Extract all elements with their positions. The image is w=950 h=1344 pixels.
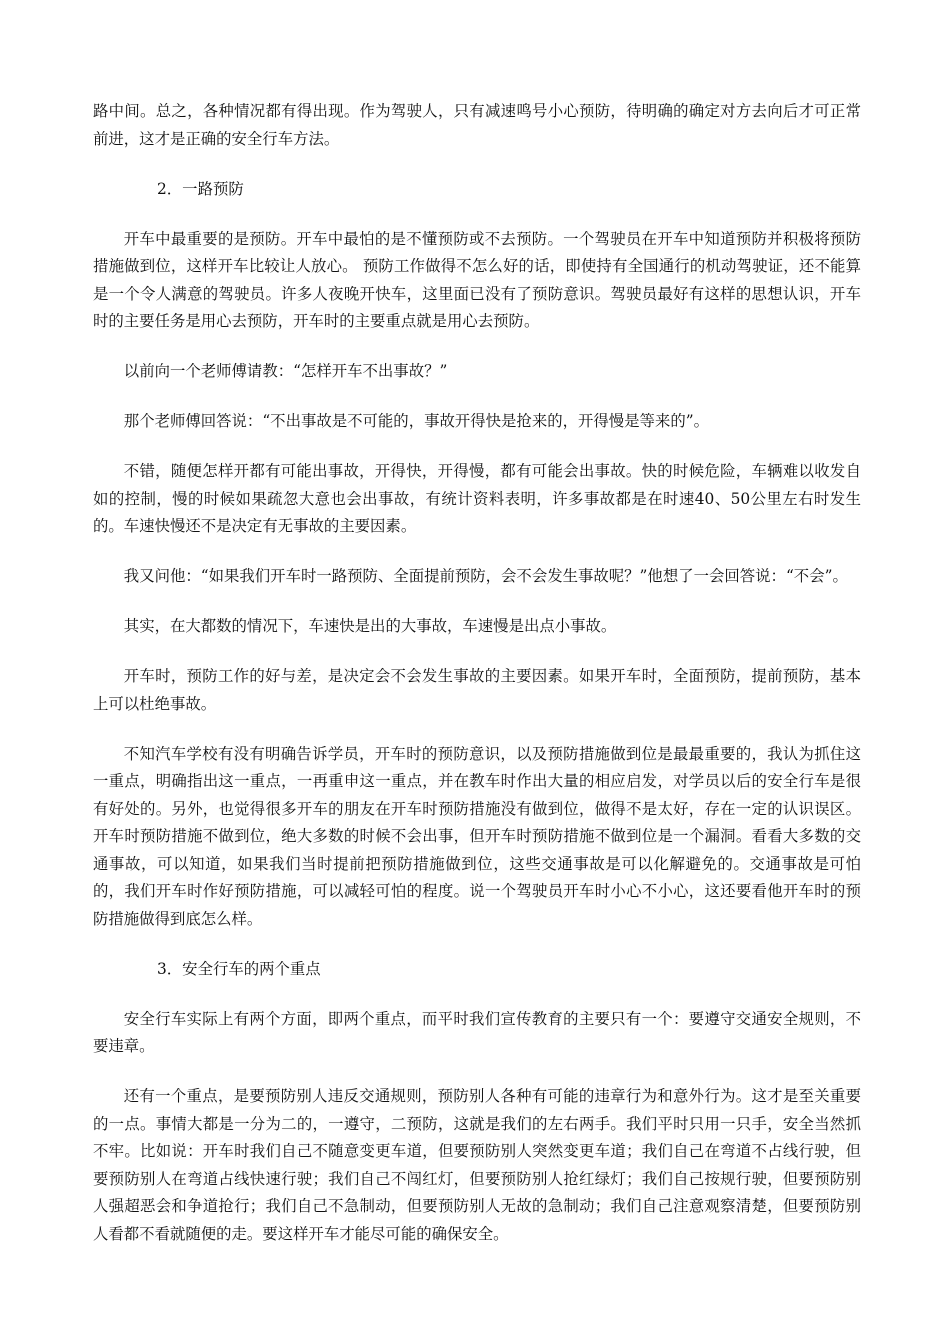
- paragraph: 不错，随便怎样开都有可能出事故，开得快，开得慢，都有可能会出事故。快的时候危险，车辆难以收发自如的控制，慢的时候如果疏忽大意也会出事故，有统计资料表明，许多事故都是在时速40、50公里左右时发生的。车速快慢还不是决定有无事故的主要因素。: [93, 462, 861, 535]
- paragraph: 那个老师傅回答说：“不出事故是不可能的，事故开得快是抢来的，开得慢是等来的”。: [123, 412, 709, 430]
- paragraph: 安全行车实际上有两个方面，即两个重点，而平时我们宣传教育的主要只有一个：要遵守交通安全规则，不要违章。: [93, 1009, 861, 1055]
- paragraph: 不知汽车学校有没有明确告诉学员，开车时的预防意识，以及预防措施做到位是最最重要的，我认为抓住这一重点，明确指出这一重点，一再重申这一重点，并在教车时作出大量的相应启发，对学员以后的安全行车是很有好处的。另外，也觉得很多开车的朋友在开车时预防措施没有做到位，做得不是太好，存在一定的认识误区。开车时预防措施不做到位，绝大多数的时候不会出事，但开车时预防措施不做到位是一个漏洞。看看大多数的交通事故，可以知道，如果我们当时提前把预防措施做到位，这些交通事故是可以化解避免的。交通事故是可怕的，我们开车时作好预防措施，可以减轻可怕的程度。说一个驾驶员开车时小心不小心，这还要看他开车时的预防措施做得到底怎么样。: [93, 744, 861, 928]
- paragraph: 开车中最重要的是预防。开车中最怕的是不懂预防或不去预防。一个驾驶员在开车中知道预防并积极将预防措施做到位，这样开车比较让人放心。 预防工作做得不怎么好的话，即使持有全国通行的机动驾驶证，还不能算是一个令人满意的驾驶员。许多人夜晚开快车，这里面已没有了预防意识。驾驶员最好有这样的思想认识，开车时的主要任务是用心去预防，开车时的主要重点就是用心去预防。: [93, 229, 861, 330]
- section-heading-two-key-points: 3．安全行车的两个重点: [157, 959, 321, 978]
- section-heading-prevention: 2．一路预防: [157, 179, 244, 198]
- paragraph: 我又问他：“如果我们开车时一路预防、全面提前预防，会不会发生事故呢？”他想了一会回答说：“不会”。: [123, 567, 848, 585]
- paragraph-continuation: 路中间。总之，各种情况都有得出现。作为驾驶人，只有减速鸣号小心预防，待明确的确定对方去向后才可正常前进，这才是正确的安全行车方法。: [93, 102, 861, 148]
- paragraph: 还有一个重点，是要预防别人违反交通规则，预防别人各种有可能的违章行为和意外行为。这才是至关重要的一点。事情大都是一分为二的，一遵守，二预防，这就是我们的左右两手。我们平时只用一只手，安全当然抓不牢。比如说：开车时我们自己不随意变更车道，但要预防别人突然变更车道；我们自己在弯道不占线行驶，但要预防别人在弯道占线快速行驶；我们自己不闯红灯，但要预防别人抢红绿灯；我们自己按规行驶，但要预防别人强超恶会和争道抢行；我们自己不急制动，但要预防别人无故的急制动；我们自己注意观察清楚，但要预防别人看都不看就随便的走。要这样开车才能尽可能的确保安全。: [93, 1087, 861, 1243]
- paragraph: 以前向一个老师傅请教：“怎样开车不出事故？”: [123, 362, 448, 380]
- document-body: [93, 98, 861, 1271]
- paragraph: 开车时，预防工作的好与差，是决定会不会发生事故的主要因素。如果开车时，全面预防，提前预防，基本上可以杜绝事故。: [93, 667, 861, 713]
- paragraph: 其实，在大都数的情况下，车速快是出的大事故，车速慢是出点小事故。: [123, 617, 617, 635]
